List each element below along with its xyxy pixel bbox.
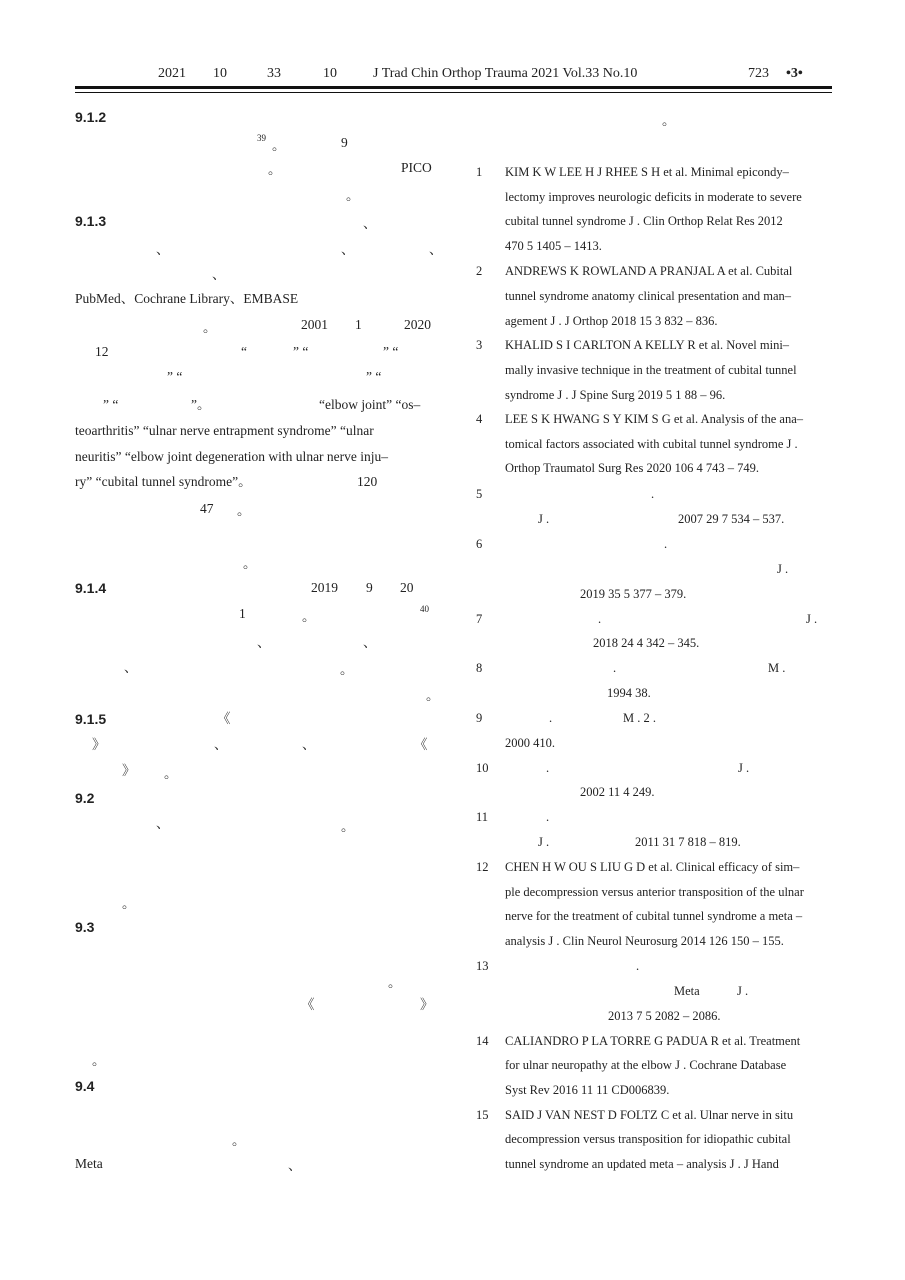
reference-number: 14 <box>476 1034 489 1048</box>
section-heading-9-2: 9.2 <box>75 790 95 806</box>
punctuation: 《 <box>217 711 231 726</box>
reference-type: J . <box>806 612 818 626</box>
keyword-line: “elbow joint” “os– <box>319 397 421 412</box>
punctuation: 。 <box>232 1133 246 1148</box>
punctuation: . <box>613 661 617 675</box>
reference-line: Syst Rev 2016 11 11 CD006839. <box>505 1083 670 1097</box>
section-heading-9-1-4: 9.1.4 <box>75 580 107 596</box>
punctuation: . <box>664 537 668 551</box>
reference-line: CALIANDRO P LA TORRE G PADUA R et al. Treatment <box>505 1034 801 1048</box>
punctuation: ” “ <box>293 344 309 359</box>
citation-superscript: 39 <box>257 133 266 143</box>
punctuation: 、 <box>302 737 316 752</box>
section-heading-9-1-2: 9.1.2 <box>75 109 107 125</box>
punctuation: ” “ <box>383 344 399 359</box>
text-year: 2019 <box>311 580 338 595</box>
punctuation: “ <box>241 344 247 359</box>
punctuation: 》 <box>122 763 136 778</box>
reference-line: ANDREWS K ROWLAND A PRANJAL A et al. Cubital <box>505 264 793 278</box>
reference-number: 3 <box>476 338 483 352</box>
reference-number: 10 <box>476 761 489 775</box>
header-month: 10 <box>213 66 227 81</box>
header-rule-thick <box>75 86 832 89</box>
text-number: 1 <box>239 606 246 621</box>
reference-type: J . <box>737 984 749 998</box>
punctuation: 》 <box>92 737 106 752</box>
text-month: 9 <box>366 580 373 595</box>
punctuation: 。 <box>92 1053 106 1068</box>
reference-line: CHEN H W OU S LIU G D et al. Clinical efficacy of sim– <box>505 860 800 874</box>
punctuation: ”。 <box>191 397 211 412</box>
text-month: 1 <box>355 317 362 332</box>
text-count: 120 <box>357 474 378 489</box>
punctuation: 》 <box>420 997 434 1012</box>
punctuation: 《 <box>414 737 428 752</box>
punctuation: 、 <box>288 1158 302 1173</box>
punctuation: . <box>546 810 550 824</box>
header-volume: 33 <box>267 66 281 81</box>
header-page-mark: •3• <box>786 66 803 81</box>
reference-number: 7 <box>476 612 483 626</box>
punctuation: ” “ <box>167 369 183 384</box>
reference-line: decompression versus transposition for idiopathic cubital <box>505 1132 791 1146</box>
reference-number: 9 <box>476 711 483 725</box>
punctuation: . <box>651 487 655 501</box>
reference-number: 5 <box>476 487 483 501</box>
text-meta: Meta <box>75 1156 103 1171</box>
punctuation: 、 <box>156 242 170 257</box>
header-page-number: 723 <box>748 66 769 81</box>
keyword-line: teoarthritis” “ulnar nerve entrapment syndrome” “ulnar <box>75 423 374 438</box>
reference-number: 1 <box>476 165 483 179</box>
punctuation: 。 <box>122 896 136 911</box>
punctuation: 、 <box>363 216 377 231</box>
punctuation: 。 <box>237 503 251 518</box>
header-rule-thin <box>75 92 832 93</box>
reference-line: tomical factors associated with cubital tunnel syndrome J . <box>505 437 798 451</box>
reference-number: 6 <box>476 537 483 551</box>
punctuation: 《 <box>301 997 315 1012</box>
reference-line: lectomy improves neurologic deficits in moderate to severe <box>505 190 802 204</box>
reference-line: analysis J . Clin Neurol Neurosurg 2014 126 150 – 155. <box>505 934 784 948</box>
citation-superscript: 40 <box>420 604 429 614</box>
text-year: 2001 <box>301 317 328 332</box>
punctuation: 、 <box>429 242 443 257</box>
reference-line: for ulnar neuropathy at the elbow J . Cochrane Database <box>505 1058 787 1072</box>
reference-line: KHALID S I CARLTON A KELLY R et al. Novel mini– <box>505 338 790 352</box>
keyword-line: ry” “cubital tunnel syndrome”。 <box>75 474 252 489</box>
text-day: 20 <box>400 580 414 595</box>
reference-line: 470 5 1405 – 1413. <box>505 239 602 253</box>
reference-line: mally invasive technique in the treatment of cubital tunnel <box>505 363 797 377</box>
reference-citation: 2018 24 4 342 – 345. <box>593 636 700 650</box>
punctuation: 。 <box>388 975 402 990</box>
reference-type: J . <box>777 562 789 576</box>
punctuation: 。 <box>426 688 440 703</box>
reference-number: 2 <box>476 264 483 278</box>
reference-type: J . <box>738 761 750 775</box>
reference-line: KIM K W LEE H J RHEE S H et al. Minimal epicondy– <box>505 165 789 179</box>
reference-line: agement J . J Orthop 2018 15 3 832 – 836. <box>505 314 718 328</box>
reference-citation: 1994 38. <box>607 686 651 700</box>
keyword-line: neuritis” “elbow joint degeneration with ulnar nerve inju– <box>75 449 389 464</box>
text-month: 12 <box>95 344 109 359</box>
text-count: 47 <box>200 501 214 516</box>
punctuation: . <box>546 761 550 775</box>
reference-citation: 2011 31 7 818 – 819. <box>635 835 741 849</box>
punctuation: 。 <box>302 609 316 624</box>
punctuation: 、 <box>214 737 228 752</box>
reference-citation: 2019 35 5 377 – 379. <box>580 587 687 601</box>
reference-line: SAID J VAN NEST D FOLTZ C et al. Ulnar nerve in situ <box>505 1108 794 1122</box>
text-pico: PICO <box>401 160 432 175</box>
reference-number: 8 <box>476 661 483 675</box>
section-heading-9-1-5: 9.1.5 <box>75 711 107 727</box>
reference-citation: 2002 11 4 249. <box>580 785 655 799</box>
punctuation: ” “ <box>103 397 119 412</box>
reference-line: LEE S K HWANG S Y KIM S G et al. Analysis of the ana– <box>505 412 803 426</box>
reference-line: tunnel syndrome an updated meta – analysis J . J Hand <box>505 1157 779 1171</box>
punctuation: 。 <box>662 113 676 128</box>
punctuation: 、 <box>212 267 226 282</box>
punctuation: 。 <box>341 819 355 834</box>
reference-line: Orthop Traumatol Surg Res 2020 106 4 743 – 749. <box>505 461 759 475</box>
header-issue: 10 <box>323 66 337 81</box>
reference-citation: 2000 410. <box>505 736 555 750</box>
reference-number: 11 <box>476 810 489 824</box>
section-heading-9-1-3: 9.1.3 <box>75 213 107 229</box>
reference-line: cubital tunnel syndrome J . Clin Orthop Relat Res 2012 <box>505 214 783 228</box>
punctuation: 、 <box>156 816 170 831</box>
text-year: 2020 <box>404 317 431 332</box>
punctuation: 。 <box>272 138 286 153</box>
reference-type: J . <box>538 512 550 526</box>
punctuation: 。 <box>346 188 360 203</box>
punctuation: 、 <box>363 635 377 650</box>
punctuation: ” “ <box>366 369 382 384</box>
reference-number: 12 <box>476 860 489 874</box>
reference-citation: 2013 7 5 2082 – 2086. <box>608 1009 721 1023</box>
punctuation: 。 <box>268 162 282 177</box>
section-heading-9-4: 9.4 <box>75 1078 95 1094</box>
reference-line: syndrome J . J Spine Surg 2019 5 1 88 – 96. <box>505 388 726 402</box>
punctuation: 、 <box>124 660 138 675</box>
database-list: PubMed、Cochrane Library、EMBASE <box>75 291 299 306</box>
reference-line: tunnel syndrome anatomy clinical presentation and man– <box>505 289 792 303</box>
reference-type: M . <box>768 661 786 675</box>
reference-type: J . <box>538 835 550 849</box>
header-year: 2021 <box>158 66 186 81</box>
punctuation: 、 <box>257 635 271 650</box>
punctuation: 。 <box>203 320 217 335</box>
reference-line: nerve for the treatment of cubital tunnel syndrome a meta – <box>505 909 803 923</box>
punctuation: 。 <box>243 556 257 571</box>
reference-line: ple decompression versus anterior transposition of the ulnar <box>505 885 804 899</box>
reference-number: 4 <box>476 412 483 426</box>
reference-type: M . 2 . <box>623 711 656 725</box>
punctuation: 。 <box>340 662 354 677</box>
punctuation: 、 <box>341 242 355 257</box>
reference-number: 13 <box>476 959 489 973</box>
punctuation: . <box>636 959 640 973</box>
punctuation: . <box>549 711 553 725</box>
reference-number: 15 <box>476 1108 489 1122</box>
reference-citation: 2007 29 7 534 – 537. <box>678 512 785 526</box>
text-number: 9 <box>341 135 348 150</box>
text-meta: Meta <box>674 984 700 998</box>
punctuation: . <box>598 612 602 626</box>
header-journal: J Trad Chin Orthop Trauma 2021 Vol.33 No.10 <box>373 66 638 81</box>
section-heading-9-3: 9.3 <box>75 919 95 935</box>
punctuation: 。 <box>164 766 178 781</box>
